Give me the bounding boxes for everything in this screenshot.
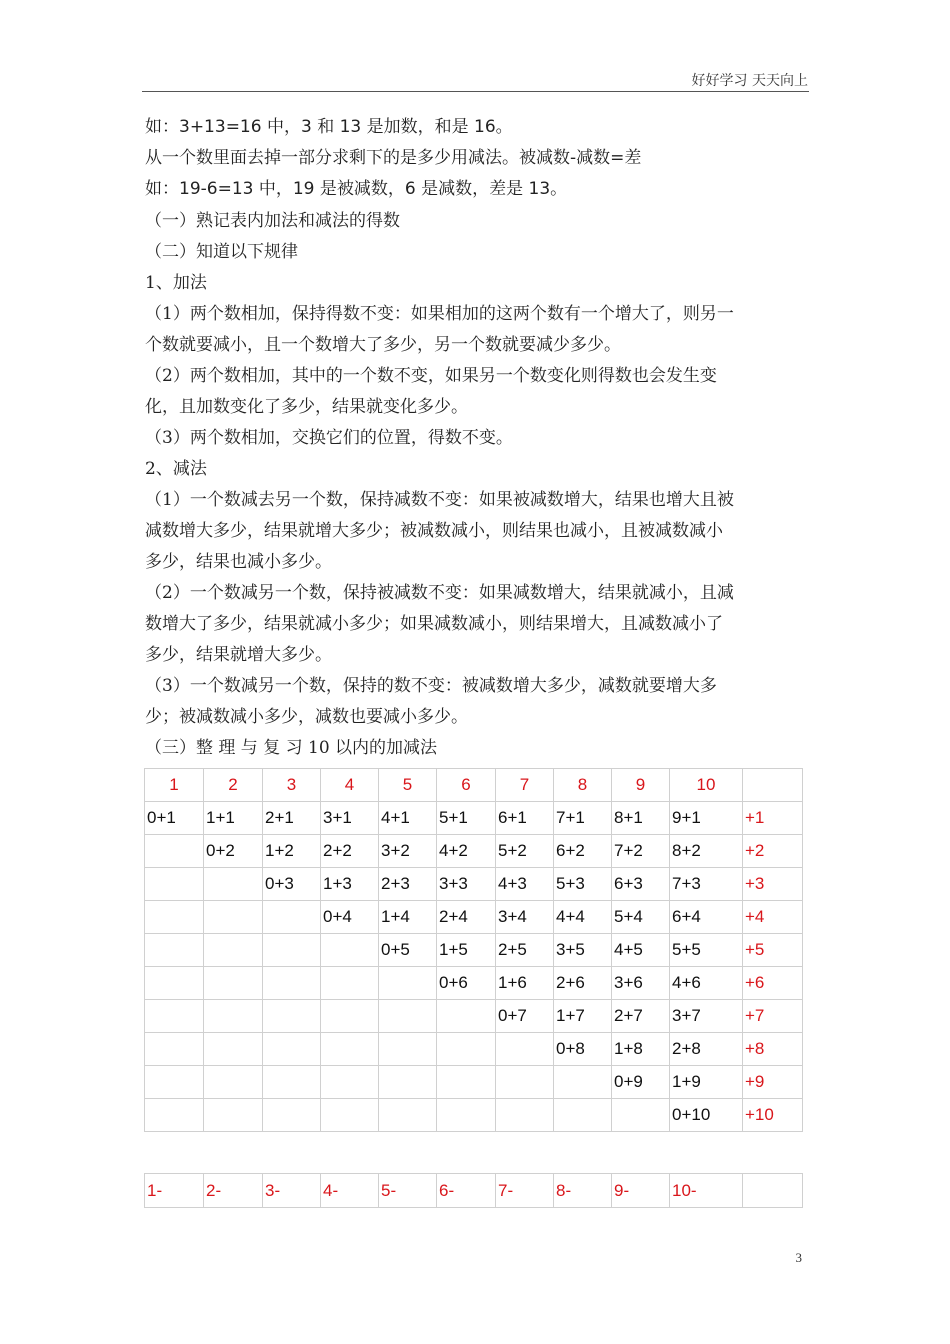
table-cell: 2+3 [379,868,437,901]
table-cell: 6+3 [612,868,670,901]
table-cell: 0+5 [379,934,437,967]
table-cell: 6- [437,1174,496,1208]
text-line: 2、减法 [145,459,207,479]
table-row [145,1099,803,1132]
table-cell: 2+5 [496,934,554,967]
table-cell [145,835,204,868]
table-cell: +2 [743,835,803,868]
table-cell [321,1066,379,1099]
table-cell [437,1066,496,1099]
table-cell: 3 [263,769,321,802]
table-cell [321,1000,379,1033]
text-line: （1）两个数相加，保持得数不变：如果相加的这两个数有一个增大了，则另一 [145,304,734,324]
table-cell: 0+10 [670,1099,743,1132]
table-cell: 3+6 [612,967,670,1000]
table-cell: 8 [554,769,612,802]
table-cell [145,934,204,967]
table-cell: 5+3 [554,868,612,901]
table-cell: 6+4 [670,901,743,934]
table-cell: 6 [437,769,496,802]
table-cell [145,967,204,1000]
table-cell: +7 [743,1000,803,1033]
table-cell: 5+2 [496,835,554,868]
table-cell: 1 [145,769,204,802]
table-cell: +1 [743,802,803,835]
table-cell: 7 [496,769,554,802]
table-cell: 1+5 [437,934,496,967]
table-cell [437,1000,496,1033]
text-line: 从一个数里面去掉一部分求剩下的是多少用减法。被减数-减数=差 [145,148,642,168]
table-cell [263,1099,321,1132]
table-cell: 1+6 [496,967,554,1000]
table-cell [145,901,204,934]
document-body [145,112,810,764]
text-line: 化，且加数变化了多少，结果就变化多少。 [145,397,468,417]
table-cell: 0+4 [321,901,379,934]
table-cell: 9+1 [670,802,743,835]
table-cell [145,1000,204,1033]
table-cell [496,1033,554,1066]
table-cell: 7- [496,1174,554,1208]
table-cell: +8 [743,1033,803,1066]
table-cell: 3+1 [321,802,379,835]
page-number: 3 [795,1250,802,1265]
text-line: （2）一个数减另一个数，保持被减数不变：如果减数增大，结果就减小，且减 [145,583,734,603]
table-cell: 0+9 [612,1066,670,1099]
addition-table [144,768,803,1132]
table-cell [379,1099,437,1132]
table-cell: 4+1 [379,802,437,835]
text-line: （一）熟记表内加法和减法的得数 [145,211,400,231]
table-cell: 9- [612,1174,670,1208]
table-cell: 3+4 [496,901,554,934]
table-cell: 4+3 [496,868,554,901]
table-cell: +5 [743,934,803,967]
table-cell: 1- [145,1174,204,1208]
table-cell: 5+1 [437,802,496,835]
table-cell: 0+1 [145,802,204,835]
subtraction-table [144,1173,803,1208]
table-cell: 4+2 [437,835,496,868]
table-cell: 1+8 [612,1033,670,1066]
table-cell: 0+6 [437,967,496,1000]
table-row [145,868,803,901]
table-row [145,967,803,1000]
table-cell [321,967,379,1000]
table-cell: 0+7 [496,1000,554,1033]
table-row [145,934,803,967]
table-cell: 4- [321,1174,379,1208]
table-row [145,901,803,934]
table-row [145,769,803,802]
table-cell [263,967,321,1000]
table-cell: 0+3 [263,868,321,901]
table-cell [204,934,263,967]
table-cell [204,1000,263,1033]
table-cell [743,1174,803,1208]
text-line: （三）整 理 与 复 习 10 以内的加减法 [145,738,438,758]
table-cell [263,901,321,934]
table-cell: 4 [321,769,379,802]
table-cell [321,1099,379,1132]
table-cell [554,1066,612,1099]
table-cell: 4+4 [554,901,612,934]
table-cell: 1+2 [263,835,321,868]
table-cell [379,1066,437,1099]
table-cell: +9 [743,1066,803,1099]
table-cell: 3- [263,1174,321,1208]
table-cell: 2- [204,1174,263,1208]
table-cell [145,868,204,901]
table-cell: 6+2 [554,835,612,868]
table-cell [263,1066,321,1099]
table-cell: 4+6 [670,967,743,1000]
table-cell: 2+4 [437,901,496,934]
table-cell: +4 [743,901,803,934]
table-cell: +10 [743,1099,803,1132]
table-cell: 3+2 [379,835,437,868]
header-divider [142,91,809,92]
text-line: （1）一个数减去另一个数，保持减数不变：如果被减数增大，结果也增大且被 [145,490,734,510]
table-cell: +3 [743,868,803,901]
text-line: 减数增大多少，结果就增大多少；被减数减小，则结果也减小，且被减数减小 [145,521,723,541]
table-row [145,802,803,835]
table-cell [437,1033,496,1066]
table-cell: 0+2 [204,835,263,868]
table-cell: 5- [379,1174,437,1208]
table-cell: 1+1 [204,802,263,835]
text-line: 1、加法 [145,273,207,293]
table-cell [612,1099,670,1132]
table-cell: 5+4 [612,901,670,934]
table-cell [263,934,321,967]
table-cell: 2 [204,769,263,802]
table-cell [379,1033,437,1066]
table-cell [379,1000,437,1033]
table-cell: 1+4 [379,901,437,934]
table-cell: 9 [612,769,670,802]
table-cell [437,1099,496,1132]
table-cell: 2+1 [263,802,321,835]
table-cell [263,1033,321,1066]
text-line: 数增大了多少，结果就减小多少；如果减数减小，则结果增大，且减数减小了 [145,614,723,634]
table-cell: 4+5 [612,934,670,967]
table-cell [145,1099,204,1132]
table-cell: 7+2 [612,835,670,868]
table-cell [263,1000,321,1033]
table-cell: 8+2 [670,835,743,868]
table-cell: 1+9 [670,1066,743,1099]
text-line: 多少，结果也减小多少。 [145,552,332,572]
page-header: 好好学习 天天向上 [691,73,808,89]
text-line: （3）一个数减另一个数，保持的数不变：被减数增大多少，减数就要增大多 [145,676,717,696]
table-cell: 3+7 [670,1000,743,1033]
table-cell: 3+5 [554,934,612,967]
table-cell [321,934,379,967]
table-cell: 5+5 [670,934,743,967]
table-cell [379,967,437,1000]
table-cell: 8+1 [612,802,670,835]
table-cell [204,868,263,901]
table-cell: 7+1 [554,802,612,835]
table-cell: 2+6 [554,967,612,1000]
table-cell: 3+3 [437,868,496,901]
text-line: （2）两个数相加，其中的一个数不变，如果另一个数变化则得数也会发生变 [145,366,717,386]
table-row [145,835,803,868]
table-cell: 6+1 [496,802,554,835]
table-cell [204,1066,263,1099]
table-cell: 1+7 [554,1000,612,1033]
table-cell [204,901,263,934]
table-row [145,1000,803,1033]
table-cell: 8- [554,1174,612,1208]
table-cell: 7+3 [670,868,743,901]
table-cell: 1+3 [321,868,379,901]
text-line: （3）两个数相加，交换它们的位置，得数不变。 [145,428,513,448]
table-cell [743,769,803,802]
table-cell: 5 [379,769,437,802]
text-line: 个数就要减小，且一个数增大了多少，另一个数就要减少多少。 [145,335,621,355]
table-row [145,1174,803,1208]
table-cell: 2+2 [321,835,379,868]
table-cell: 2+7 [612,1000,670,1033]
table-cell: 0+8 [554,1033,612,1066]
table-cell [496,1099,554,1132]
table-cell: 10- [670,1174,743,1208]
table-cell [204,967,263,1000]
table-cell [204,1099,263,1132]
text-line: 如：3+13=16 中，3 和 13 是加数，和是 16。 [145,117,513,137]
table-cell: 10 [670,769,743,802]
table-row [145,1066,803,1099]
text-line: 少；被减数减小多少，减数也要减小多少。 [145,707,468,727]
table-cell [554,1099,612,1132]
text-line: （二）知道以下规律 [145,242,298,262]
table-cell [145,1033,204,1066]
text-line: 如：19-6=13 中，19 是被减数，6 是减数，差是 13。 [145,179,568,199]
table-cell [204,1033,263,1066]
text-line: 多少，结果就增大多少。 [145,645,332,665]
table-cell [145,1066,204,1099]
table-cell [496,1066,554,1099]
table-cell: 2+8 [670,1033,743,1066]
table-row [145,1033,803,1066]
table-cell [321,1033,379,1066]
table-cell: +6 [743,967,803,1000]
